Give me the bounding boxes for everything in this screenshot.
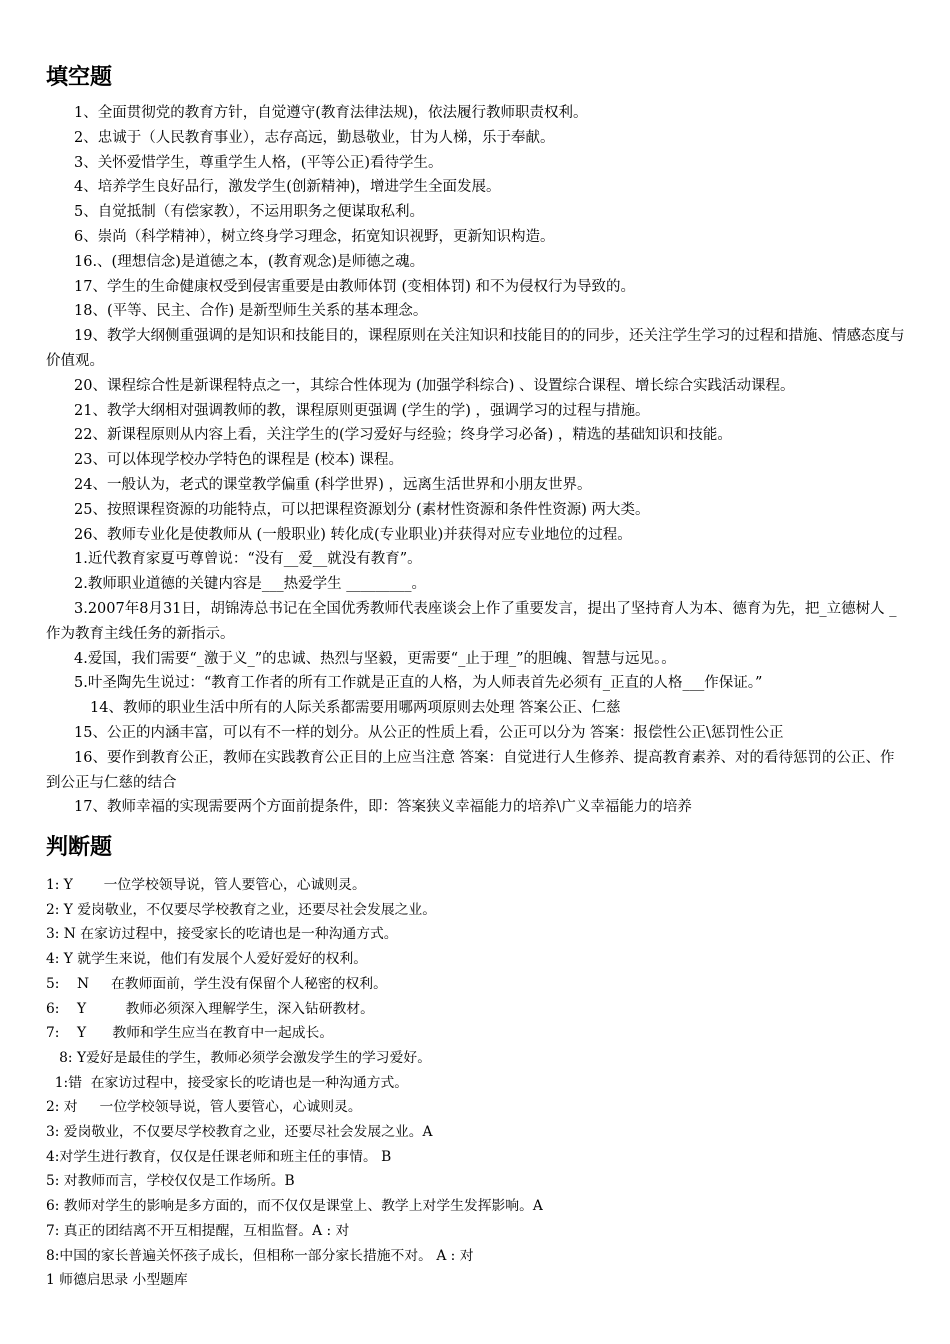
fill-in-item: 16、要作到教育公正，教师在实践教育公正目的上应当注意 答案：自觉进行人生修养、提高教育素养、对的看待惩罚的公正、作到公正与仁慈的结合 xyxy=(46,749,895,791)
true-false-item: 2: Y 爱岗敬业，不仅要尽学校教育之业，还要尽社会发展之业。 xyxy=(46,901,437,918)
true-false-item: 6: 教师对学生的影响是多方面的，而不仅仅是课堂上、教学上对学生发挥影响。A xyxy=(46,1198,543,1215)
true-false-question-list xyxy=(46,873,916,1293)
section-title-fill-in: 填空题 xyxy=(46,65,113,90)
fill-in-item: 2.教师职业道德的关键内容是___热爱学生 _________。 xyxy=(74,576,426,593)
true-false-item: 1 师德启思录 小型题库 xyxy=(46,1272,188,1289)
section-title-true-false: 判断题 xyxy=(46,835,113,860)
fill-in-item: 15、公正的内涵丰富，可以有不一样的划分。从公正的性质上看，公正可以分为 答案：报偿性公正\惩罚性公正 xyxy=(74,724,784,741)
fill-in-item: 3、关怀爱惜学生，尊重学生人格，(平等公正)看待学生。 xyxy=(74,154,443,171)
fill-in-item: 14、教师的职业生活中所有的人际关系都需要用哪两项原则去处理 答案公正、仁慈 xyxy=(90,700,621,717)
true-false-item: 5: 对教师而言，学校仅仅是工作场所。B xyxy=(46,1173,295,1190)
true-false-item: 6: Y 教师必须深入理解学生，深入钻研教材。 xyxy=(46,1000,374,1017)
true-false-item: 7: 真正的团结离不开互相提醒，互相监督。A : 对 xyxy=(46,1222,350,1239)
fill-in-item: 5.叶圣陶先生说过：“教育工作者的所有工作就是正直的人格，为人师表首先必须有_正直的人格___作保证。” xyxy=(74,675,763,692)
true-false-item: 8:中国的家长普遍关怀孩子成长，但相称一部分家长措施不对。 A : 对 xyxy=(46,1247,474,1264)
fill-in-item: 23、可以体现学校办学特色的课程是 (校本) 课程。 xyxy=(74,452,403,469)
fill-in-item: 17、学生的生命健康权受到侵害重要是由教师体罚 (变相体罚) 和不为侵权行为导致的。 xyxy=(74,278,635,295)
fill-in-item: 5、自觉抵制（有偿家教），不运用职务之便谋取私利。 xyxy=(74,204,424,221)
true-false-item: 2: 对 一位学校领导说，管人要管心，心诚则灵。 xyxy=(46,1099,362,1116)
fill-in-item: 4、培养学生良好品行，激发学生(创新精神)，增进学生全面发展。 xyxy=(74,179,501,196)
true-false-item: 8: Y爱好是最佳的学生，教师必须学会激发学生的学习爱好。 xyxy=(46,1049,431,1066)
true-false-item: 1: Y 一位学校领导说，管人要管心，心诚则灵。 xyxy=(46,877,366,893)
true-false-item: 4:对学生进行教育，仅仅是任课老师和班主任的事情。 B xyxy=(46,1148,392,1165)
fill-in-item: 22、新课程原则从内容上看，关注学生的(学习爱好与经验；终身学习必备) ，精选的基础知识和技能。 xyxy=(74,427,732,444)
fill-in-item: 2、忠诚于（人民教育事业），志存高远，勤恳敬业，甘为人梯，乐于奉献。 xyxy=(74,129,555,146)
true-false-item: 4: Y 就学生来说，他们有发展个人爱好爱好的权利。 xyxy=(46,951,368,968)
true-false-item: 1:错 在家访过程中，接受家长的吃请也是一种沟通方式。 xyxy=(46,1074,409,1091)
fill-in-item: 17、教师幸福的实现需要两个方面前提条件，即：答案狭义幸福能力的培养\广义幸福能力的培养 xyxy=(74,799,692,816)
fill-in-item: 1.近代教育家夏丏尊曾说：“没有__爱__就没有教育”。 xyxy=(74,551,422,568)
fill-in-item: 4.爱国，我们需要“_激于义_”的忠诚、热烈与坚毅，更需要“_止于理_”的胆魄、智慧与远见。。 xyxy=(74,650,676,667)
fill-in-question-list xyxy=(46,101,908,820)
fill-in-item: 1、全面贯彻党的教育方针，自觉遵守(教育法律法规)，依法履行教师职责权利。 xyxy=(74,105,588,121)
fill-in-item: 18、(平等、民主、合作) 是新型师生关系的基本理念。 xyxy=(74,303,428,320)
fill-in-item: 19、教学大纲侧重强调的是知识和技能目的，课程原则在关注知识和技能目的的同步，还关注学生学习的过程和措施、情感态度与价值观。 xyxy=(46,328,905,369)
fill-in-item: 6、崇尚（科学精神），树立终身学习理念，拓宽知识视野，更新知识构造。 xyxy=(74,228,555,245)
true-false-item: 5: N 在教师面前，学生没有保留个人秘密的权利。 xyxy=(46,975,387,992)
fill-in-item: 21、教学大纲相对强调教师的教，课程原则更强调 (学生的学) ，强调学习的过程与措施。 xyxy=(74,402,650,419)
fill-in-item: 20、课程综合性是新课程特点之一，其综合性体现为 (加强学科综合) 、设置综合课程、增长综合实践活动课程。 xyxy=(74,377,795,394)
true-false-item: 7: Y 教师和学生应当在教育中一起成长。 xyxy=(46,1025,334,1042)
true-false-item: 3: 爱岗敬业，不仅要尽学校教育之业，还要尽社会发展之业。A xyxy=(46,1124,433,1141)
fill-in-item: 26、教师专业化是使教师从 (一般职业) 转化成(专业职业)并获得对应专业地位的过程。 xyxy=(74,526,632,543)
fill-in-item: 25、按照课程资源的功能特点，可以把课程资源划分 (素材性资源和条件性资源) 两大类。 xyxy=(74,501,650,518)
fill-in-item: 3.2007年8月31日，胡锦涛总书记在全国优秀教师代表座谈会上作了重要发言，提出了坚持育人为本、德育为先，把_立德树人 _作为教育主线任务的新指示。 xyxy=(46,600,897,642)
fill-in-item: 16.、(理想信念)是道德之本，(教育观念)是师德之魂。 xyxy=(74,253,425,270)
true-false-item: 3: N 在家访过程中，接受家长的吃请也是一种沟通方式。 xyxy=(46,926,398,943)
fill-in-item: 24、一般认为，老式的课堂教学偏重 (科学世界) ，远离生活世界和小朋友世界。 xyxy=(74,476,592,493)
